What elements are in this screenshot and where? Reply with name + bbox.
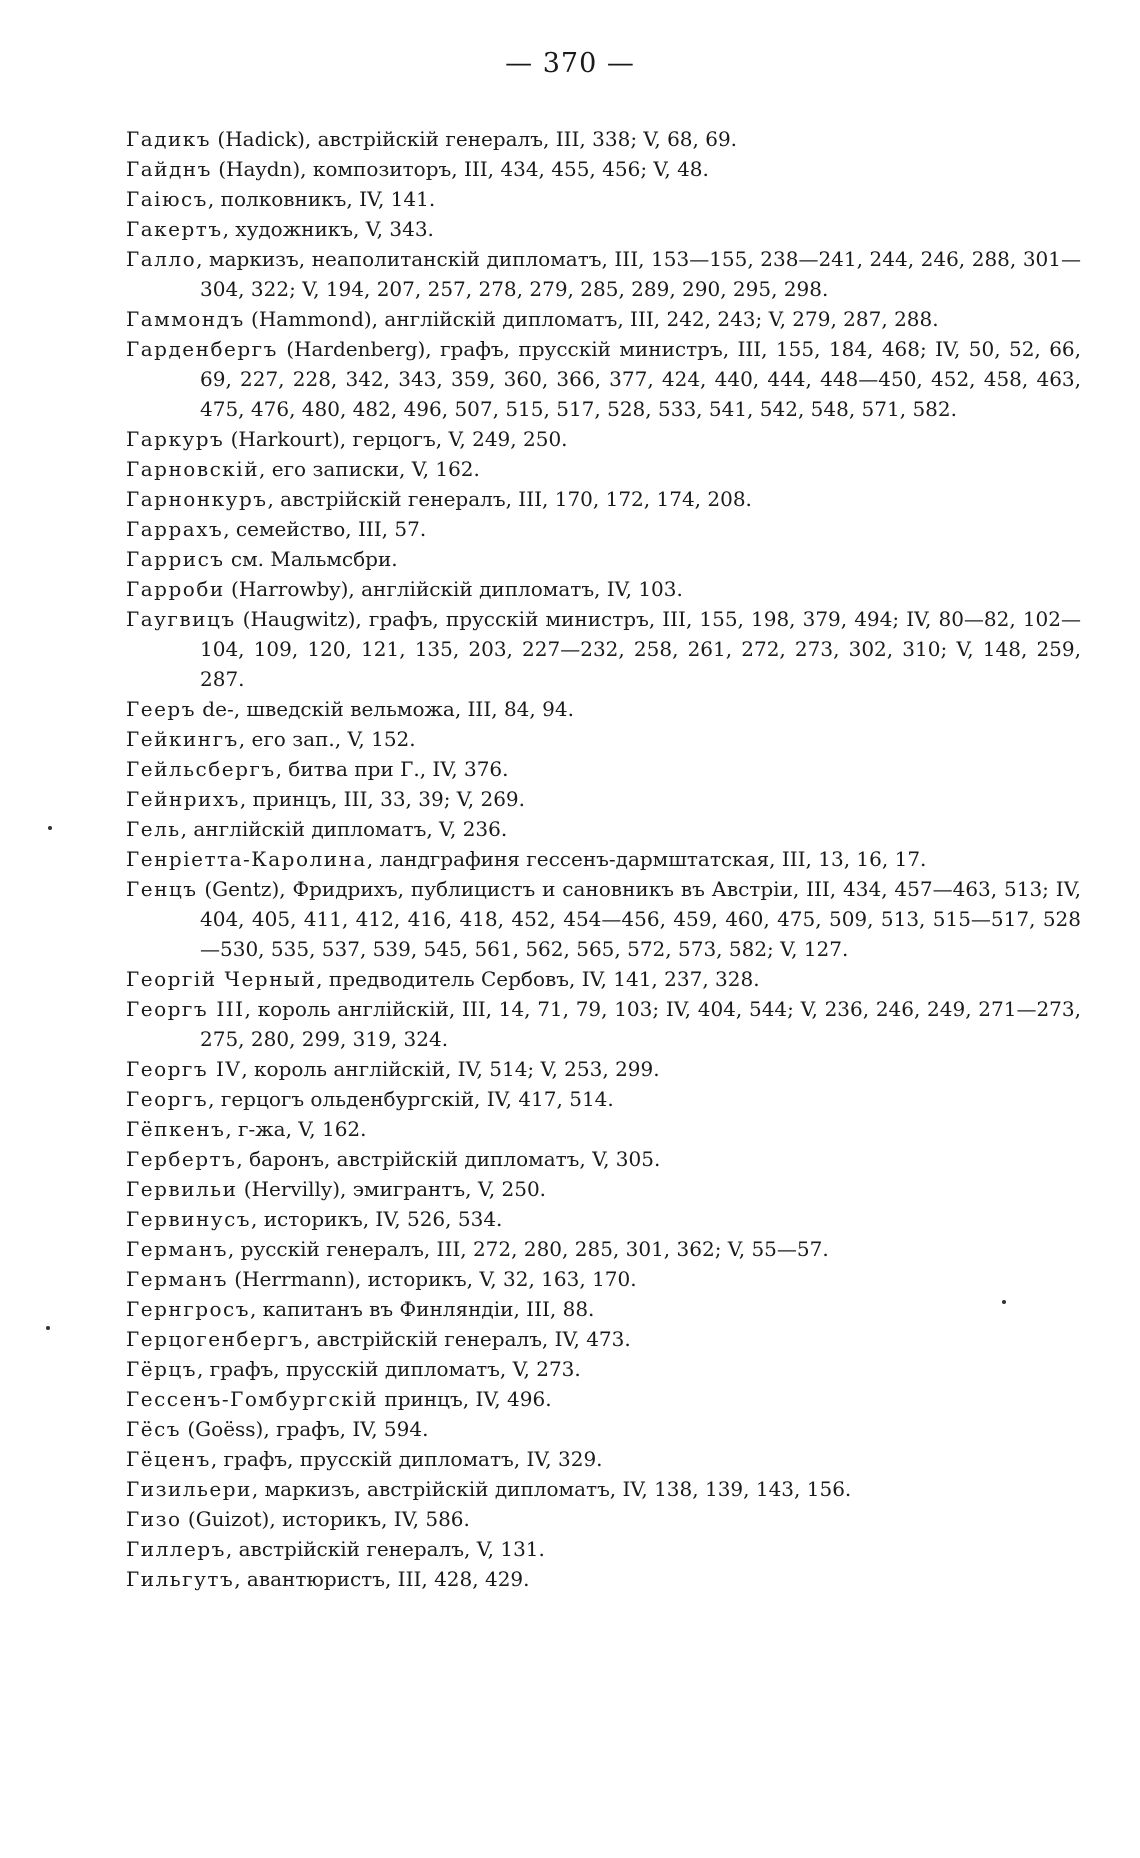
- index-entry: [126, 874, 1081, 964]
- entry-text: , ландграфиня гессенъ-дармштатская, III, 13, 16, 17.: [366, 847, 927, 871]
- index-entry: [126, 514, 1081, 544]
- entry-headword: Гаркуръ: [126, 427, 225, 451]
- index-entry: [126, 1114, 1081, 1144]
- entry-headword: Гервинусъ: [126, 1207, 251, 1231]
- entry-headword: Гееръ: [126, 697, 196, 721]
- entry-headword: Гейкингъ: [126, 727, 239, 751]
- entry-text: , художникъ, V, 343.: [222, 217, 434, 241]
- entry-text: , графъ, прусскій дипломатъ, V, 273.: [196, 1357, 581, 1381]
- index-entry: [126, 724, 1081, 754]
- entry-headword: Георгъ: [126, 1087, 209, 1111]
- print-speck: [46, 1326, 50, 1330]
- index-entry: [126, 694, 1081, 724]
- index-entry: [126, 844, 1081, 874]
- entry-text: см. Мальмсбри.: [224, 547, 398, 571]
- index-entry: [126, 1144, 1081, 1174]
- entry-text: (Hadick), австрійскій генералъ, III, 338; V, 68, 69.: [211, 127, 738, 151]
- index-entry: [126, 1474, 1081, 1504]
- entry-text: , г-жа, V, 162.: [225, 1117, 367, 1141]
- entry-headword: Гизо: [126, 1507, 182, 1531]
- entry-headword: Гаррахъ: [126, 517, 224, 541]
- entry-text: (Harrowby), англійскій дипломатъ, IV, 103.: [224, 577, 683, 601]
- entry-text: , битва при Г., IV, 376.: [275, 757, 509, 781]
- entry-text: , авантюристъ, III, 428, 429.: [234, 1567, 530, 1591]
- page-number: — 370 —: [505, 48, 635, 79]
- index-entry: [126, 604, 1081, 694]
- index-entry: [126, 454, 1081, 484]
- index-entry: [126, 214, 1081, 244]
- entry-headword: Гадикъ: [126, 127, 212, 151]
- entry-text: (Guizot), историкъ, IV, 586.: [181, 1507, 470, 1531]
- index-entry: [126, 784, 1081, 814]
- entry-headword: Гессенъ-Гомбургскій: [126, 1387, 378, 1411]
- index-entry: [126, 1084, 1081, 1114]
- entry-headword: Гервильи: [126, 1177, 238, 1201]
- entry-headword: Гарновскій: [126, 457, 260, 481]
- index-entry: [126, 1534, 1081, 1564]
- entry-headword: Георгъ IV: [126, 1057, 242, 1081]
- entry-headword: Германъ: [126, 1267, 228, 1291]
- entry-headword: Герцогенбергъ: [126, 1327, 304, 1351]
- index-entry: [126, 424, 1081, 454]
- entry-text: , король англійскій, IV, 514; V, 253, 299.: [241, 1057, 660, 1081]
- entry-headword: Гайднъ: [126, 157, 212, 181]
- entry-text: (Haydn), композиторъ, III, 434, 455, 456; V, 48.: [211, 157, 709, 181]
- entry-headword: Гаугвицъ: [126, 607, 236, 631]
- entry-text: , король англійскій, III, 14, 71, 79, 103; IV, 404, 544; V, 236, 246, 249, 271—273, 275, 280, 299, 319, 324.: [200, 997, 1081, 1051]
- entry-text: , принцъ, III, 33, 39; V, 269.: [239, 787, 526, 811]
- entry-text: , австрійскій генералъ, III, 170, 172, 174, 208.: [267, 487, 752, 511]
- index-entry: [126, 1264, 1081, 1294]
- print-speck: [48, 826, 52, 830]
- entry-text: (Herrmann), историкъ, V, 32, 163, 170.: [227, 1267, 637, 1291]
- entry-headword: Гербертъ: [126, 1147, 237, 1171]
- index-entry: [126, 814, 1081, 844]
- index-entry: [126, 544, 1081, 574]
- entry-text: принцъ, IV, 496.: [378, 1387, 552, 1411]
- index-entry: [126, 754, 1081, 784]
- index-entry: [126, 994, 1081, 1054]
- entry-text: , англійскій дипломатъ, V, 236.: [180, 817, 508, 841]
- entry-text: , австрійскій генералъ, IV, 473.: [303, 1327, 631, 1351]
- entry-text: , герцогъ ольденбургскій, IV, 417, 514.: [208, 1087, 614, 1111]
- entry-text: , семейство, III, 57.: [223, 517, 427, 541]
- entry-text: (Gentz), Фридрихъ, публицистъ и сановникъ въ Австріи, III, 434, 457—463, 513; IV, 404, 405, 411, 412, 416, 418, 452, 454—456, 459, 460, 475, 509, 513, 515—517, 528—530, 535, 537, 539, 545, 561, 562, 565, 572, 573, 582; V, 127.: [197, 877, 1081, 961]
- entry-headword: Гёсъ: [126, 1417, 182, 1441]
- entry-text: , баронъ, австрійскій дипломатъ, V, 305.: [236, 1147, 661, 1171]
- index-entry: [126, 484, 1081, 514]
- entry-text: , маркизъ, неаполитанскій дипломатъ, III, 153—155, 238—241, 244, 246, 288, 301—304, 322; V, 194, 207, 257, 278, 279, 285, 289, 290, 295, 298.: [196, 247, 1081, 301]
- index-entry: [126, 334, 1081, 424]
- index-entry: [126, 1234, 1081, 1264]
- entry-text: , полковникъ, IV, 141.: [207, 187, 436, 211]
- entry-headword: Гиллеръ: [126, 1537, 226, 1561]
- entry-headword: Генріетта-Каролина: [126, 847, 367, 871]
- index-entry: [126, 1504, 1081, 1534]
- index-entry: [126, 1054, 1081, 1084]
- entry-headword: Гейнрихъ: [126, 787, 240, 811]
- entry-text: , историкъ, IV, 526, 534.: [251, 1207, 503, 1231]
- index-entry: [126, 184, 1081, 214]
- entry-text: (Hervilly), эмигрантъ, V, 250.: [237, 1177, 547, 1201]
- index-entry: [126, 964, 1081, 994]
- entry-text: , капитанъ въ Финляндіи, III, 88.: [249, 1297, 595, 1321]
- index-entries-list: [126, 124, 1081, 1594]
- entry-headword: Георгій Черный: [126, 967, 317, 991]
- index-entry: [126, 1564, 1081, 1594]
- entry-text: de-, шведскій вельможа, III, 84, 94.: [195, 697, 574, 721]
- index-entry: [126, 244, 1081, 304]
- index-entry: [126, 1174, 1081, 1204]
- entry-headword: Гакертъ: [126, 217, 223, 241]
- entry-text: , русскій генералъ, III, 272, 280, 285, 301, 362; V, 55—57.: [227, 1237, 829, 1261]
- entry-headword: Гизильери: [126, 1477, 252, 1501]
- entry-headword: Галло: [126, 247, 197, 271]
- index-entry: [126, 1324, 1081, 1354]
- entry-headword: Гернгросъ: [126, 1297, 250, 1321]
- entry-headword: Гарденбергъ: [126, 337, 278, 361]
- entry-text: (Goëss), графъ, IV, 594.: [181, 1417, 429, 1441]
- entry-text: , его зап., V, 152.: [238, 727, 416, 751]
- entry-text: , его записки, V, 162.: [259, 457, 480, 481]
- entry-headword: Гель: [126, 817, 181, 841]
- entry-text: , предводитель Сербовъ, IV, 141, 237, 328.: [316, 967, 760, 991]
- entry-headword: Германъ: [126, 1237, 228, 1261]
- index-entry: [126, 154, 1081, 184]
- entry-headword: Гаррисъ: [126, 547, 225, 571]
- index-entry: [126, 574, 1081, 604]
- entry-headword: Гёпкенъ: [126, 1117, 226, 1141]
- entry-headword: Гарроби: [126, 577, 225, 601]
- entry-text: (Hardenberg), графъ, прусскій министръ, III, 155, 184, 468; IV, 50, 52, 66, 69, 227, 228, 342, 343, 359, 360, 366, 377, 424, 440, 444, 448—450, 452, 458, 463, 475, 476, 480, 482, 496, 507, 515, 517, 528, 533, 541, 542, 548, 571, 582.: [200, 337, 1081, 421]
- index-entry: [126, 1294, 1081, 1324]
- entry-text: (Hammond), англійскій дипломатъ, III, 242, 243; V, 279, 287, 288.: [244, 307, 939, 331]
- entry-headword: Гильгутъ: [126, 1567, 235, 1591]
- entry-text: , маркизъ, австрійскій дипломатъ, IV, 138, 139, 143, 156.: [251, 1477, 852, 1501]
- index-entry: [126, 1414, 1081, 1444]
- index-entry: [126, 1204, 1081, 1234]
- index-entry: [126, 1444, 1081, 1474]
- entry-text: , австрійскій генералъ, V, 131.: [225, 1537, 545, 1561]
- index-entry: [126, 1384, 1081, 1414]
- index-entry: [126, 1354, 1081, 1384]
- print-speck: [1002, 1300, 1006, 1304]
- entry-headword: Гейльсбергъ: [126, 757, 276, 781]
- entry-headword: Генцъ: [126, 877, 198, 901]
- entry-headword: Гёценъ: [126, 1447, 211, 1471]
- entry-headword: Георгъ III: [126, 997, 245, 1021]
- entry-headword: Гаммондъ: [126, 307, 245, 331]
- entry-headword: Гёрцъ: [126, 1357, 197, 1381]
- entry-text: (Harkourt), герцогъ, V, 249, 250.: [224, 427, 568, 451]
- index-entry: [126, 124, 1081, 154]
- entry-text: , графъ, прусскій дипломатъ, IV, 329.: [210, 1447, 603, 1471]
- entry-text: (Haugwitz), графъ, прусскій министръ, III, 155, 198, 379, 494; IV, 80—82, 102—104, 109, 120, 121, 135, 203, 227—232, 258, 261, 272, 273, 302, 310; V, 148, 259, 287.: [200, 607, 1081, 691]
- entry-headword: Гарнонкуръ: [126, 487, 268, 511]
- index-entry: [126, 304, 1081, 334]
- entry-headword: Гаіюсъ: [126, 187, 208, 211]
